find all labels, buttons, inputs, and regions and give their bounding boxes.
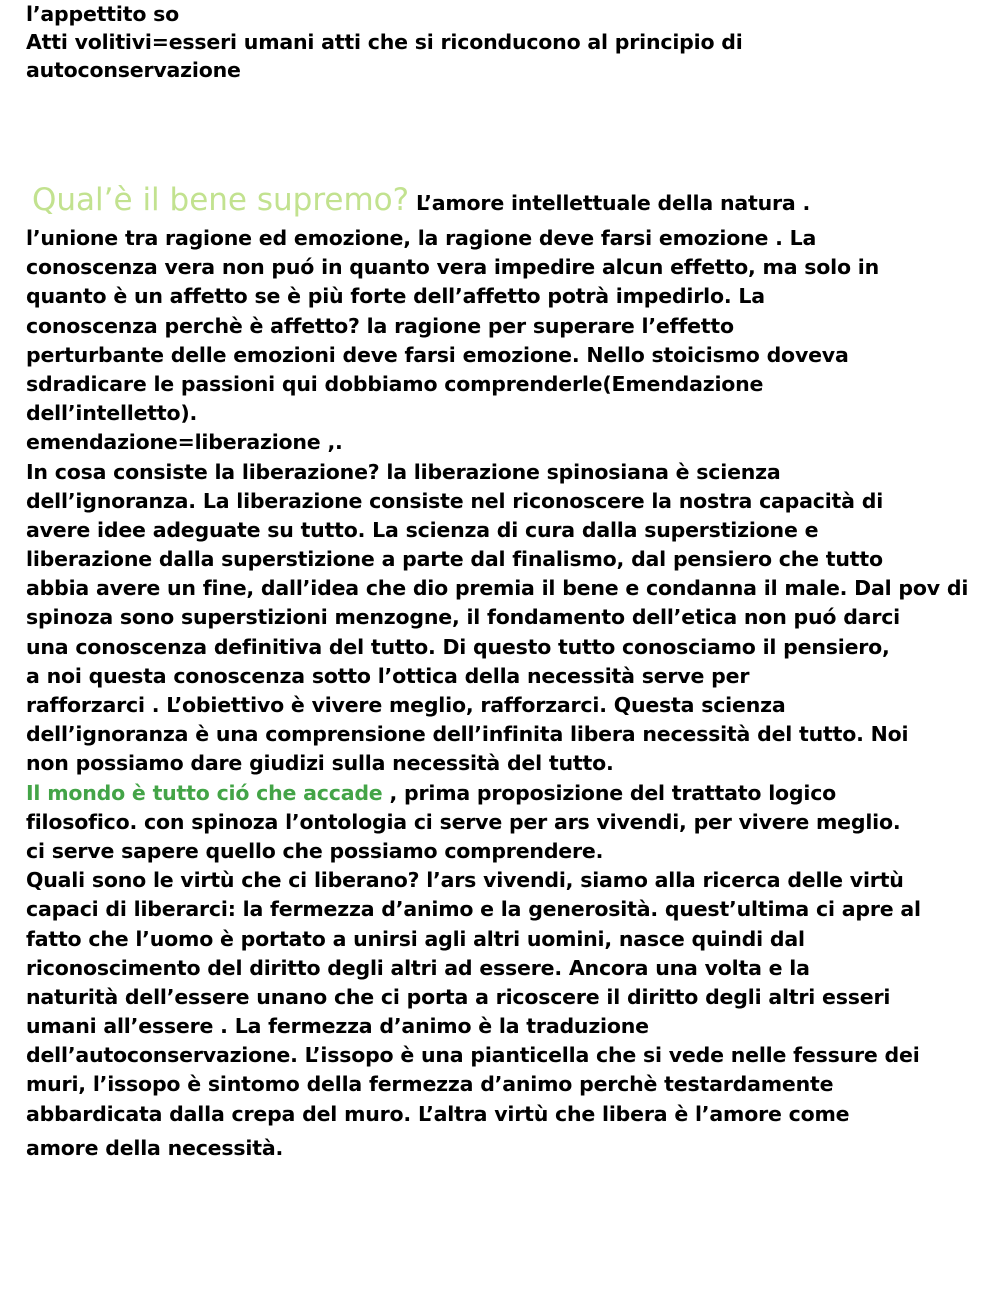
text-line: umani all’essere . La fermezza d’animo è la traduzione	[26, 1014, 649, 1039]
text-line: ci serve sapere quello che possiamo comprendere.	[26, 838, 604, 863]
heading-answer: L’amore intellettuale della natura .	[409, 191, 811, 215]
text-line: emendazione=liberazione ,.	[26, 430, 343, 455]
text-line: In cosa consiste la liberazione? la liberazione spinosiana è scienza	[26, 459, 781, 484]
text-line: perturbante delle emozioni deve farsi emozione. Nello stoicismo doveva	[26, 342, 849, 367]
text-line: muri, l’issopo è sintomo della fermezza d’animo perchè testardamente	[26, 1072, 834, 1097]
text-line: spinoza sono superstizioni menzogne, il fondamento dell’etica non puó darci	[26, 605, 901, 630]
text-line: fatto che l’uomo è portato a unirsi agli altri uomini, nasce quindi dal	[26, 926, 805, 951]
text-line: sdradicare le passioni qui dobbiamo comprenderle(Emendazione	[26, 371, 764, 396]
heading-line	[26, 176, 976, 224]
text-line: autoconservazione	[26, 58, 241, 82]
text-line: dell’autoconservazione. L’issopo è una pianticella che si vede nelle fessure dei	[26, 1043, 920, 1068]
text-line: una conoscenza definitiva del tutto. Di questo tutto conosciamo il pensiero,	[26, 634, 890, 659]
text-line: conoscenza perchè è affetto? la ragione per superare l’effetto	[26, 313, 734, 338]
text-line: naturità dell’essere unano che ci porta a ricoscere il diritto degli altri esseri	[26, 984, 891, 1009]
text-line: riconoscimento del diritto degli altri ad essere. Ancora una volta e la	[26, 955, 810, 980]
text-line: dell’intelletto).	[26, 401, 198, 426]
text-line: Quali sono le virtù che ci liberano? l’ars vivendi, siamo alla ricerca delle virtù	[26, 868, 904, 893]
section-heading: Qual’è il bene supremo?	[32, 182, 410, 218]
document-page	[26, 0, 976, 1163]
text-line: non possiamo dare giudizi sulla necessità del tutto.	[26, 751, 614, 776]
text-line: conoscenza vera non puó in quanto vera impedire alcun effetto, ma solo in	[26, 255, 880, 280]
text-line: capaci di liberarci: la fermezza d’animo e la generosità. quest’ultima ci apre al	[26, 897, 921, 922]
quote-line	[26, 779, 976, 808]
text-line: rafforzarci . L’obiettivo è vivere meglio, rafforzarci. Questa scienza	[26, 693, 786, 717]
text-line: l’appettito so	[26, 2, 180, 26]
text-line: dell’ignoranza è una comprensione dell’infinita libera necessità del tutto. Noi	[26, 722, 909, 747]
text-line: dell’ignoranza. La liberazione consiste nel riconoscere la nostra capacità di	[26, 488, 884, 513]
text-line: abbia avere un fine, dall’idea che dio premia il bene e condanna il male. Dal pov di	[26, 576, 969, 601]
text-line: filosofico. con spinoza l’ontologia ci serve per ars vivendi, per vivere meglio.	[26, 809, 901, 834]
text-line: quanto è un affetto se è più forte dell’affetto potrà impedirlo. La	[26, 284, 765, 309]
text-line: a noi questa conoscenza sotto l’ottica della necessità serve per	[26, 663, 750, 688]
blank-space	[26, 84, 976, 176]
text-line: abbardicata dalla crepa del muro. L’altra virtù che libera è l’amore come	[26, 1101, 850, 1126]
text-line: l’unione tra ragione ed emozione, la ragione deve farsi emozione . La	[26, 226, 817, 250]
highlighted-quote: Il mondo è tutto ció che accade	[26, 780, 383, 805]
text-line: amore della necessità.	[26, 1135, 284, 1160]
text-line: liberazione dalla superstizione a parte dal finalismo, dal pensiero che tutto	[26, 547, 883, 572]
text-line: avere idee adeguate su tutto. La scienza di cura dalla superstizione e	[26, 517, 819, 542]
text-line: Atti volitivi=esseri umani atti che si riconducono al principio di	[26, 30, 743, 54]
quote-continuation: , prima proposizione del trattato logico	[382, 780, 837, 805]
